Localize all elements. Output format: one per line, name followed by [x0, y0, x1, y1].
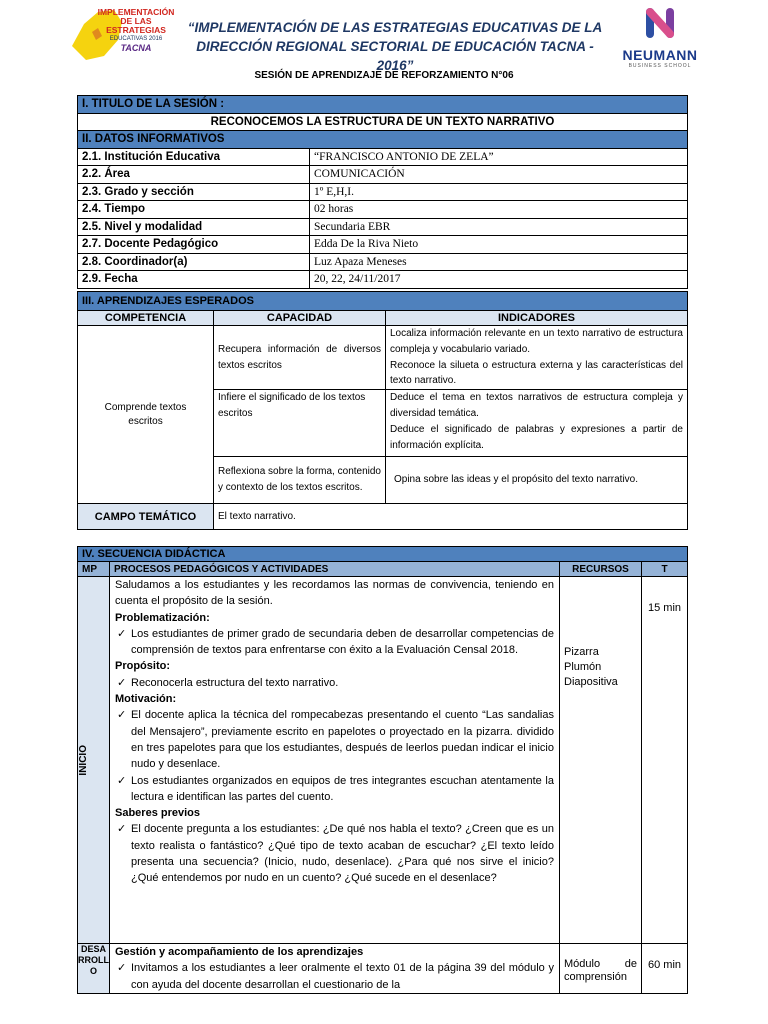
list-item: ✓ Los estudiantes de primer grado de secundaria deben de desarrollar competencias de comprensión de textos para enfrentarse con éxito a la Evaluación Censal 2018. — [115, 626, 554, 659]
section2-heading: II. DATOS INFORMATIVOS — [78, 131, 688, 149]
col-mp: MP — [78, 562, 110, 577]
desarrollo-label: DESARROLLO — [78, 944, 109, 977]
table-row — [78, 166, 688, 184]
datos-value: 02 horas — [310, 201, 688, 219]
datos-value: COMUNICACIÓN — [310, 166, 688, 184]
list-item: ✓ El docente pregunta a los estudiantes: ¿De qué nos habla el texto? ¿Creen que es un texto realista o fantástico? ¿Qué tipo de texto acaban de escuchar? ¿El texto leído presenta una secuencia? (Inicio, nudo, desenlace). ¿Para qué nos sirve el inicio? ¿Qué entendemos por nudo en un cuento? ¿Qué sucede en el desenlace? — [115, 821, 554, 886]
recurso-item: Diapositiva — [564, 676, 618, 688]
saberes-title: Saberes previos — [115, 807, 200, 820]
section3-heading: III. APRENDIZAJES ESPERADOS — [78, 292, 688, 311]
datos-label: 2.5. Nivel y modalidad — [78, 218, 310, 236]
table-row — [78, 218, 688, 236]
neumann-brand-text: NEUMANN — [622, 47, 698, 63]
left-logo — [64, 6, 174, 64]
neumann-logo — [618, 4, 702, 69]
recurso-item: Plumón — [564, 661, 602, 673]
inicio-recursos — [560, 577, 642, 944]
inicio-time: 15 min — [642, 577, 688, 944]
table-row — [78, 944, 688, 994]
indicador: Localiza información relevante en un texto narrativo de estructura compleja y vocabulario variado. — [390, 328, 683, 355]
logo-line-3: EDUCATIVAS 2016 — [109, 36, 163, 42]
col-capacidad: CAPACIDAD — [214, 311, 386, 326]
logo-line-1: IMPLEMENTACIÓN — [97, 7, 175, 17]
table-row — [78, 326, 688, 390]
indicador: Deduce el tema en textos narrativos de estructura compleja y diversidad temática. — [390, 392, 683, 419]
datos-value: Luz Apaza Meneses — [310, 253, 688, 271]
session-title: SESIÓN DE APRENDIZAJE DE REFORZAMIENTO N°06 — [254, 70, 514, 81]
table-row — [78, 271, 688, 289]
desarrollo-activities — [110, 944, 560, 994]
table-row — [78, 577, 688, 944]
session-name: RECONOCEMOS LA ESTRUCTURA DE UN TEXTO NARRATIVO — [78, 113, 688, 131]
campo-tematico-value: El texto narrativo. — [214, 504, 688, 530]
col-recursos: RECURSOS — [560, 562, 642, 577]
table-row — [78, 236, 688, 254]
datos-label: 2.9. Fecha — [78, 271, 310, 289]
desarrollo-recursos: Módulo de comprensión — [560, 944, 642, 994]
inicio-phase-cell — [78, 577, 110, 944]
datos-label: 2.4. Tiempo — [78, 201, 310, 219]
datos-label: 2.8. Coordinador(a) — [78, 253, 310, 271]
inicio-intro: Saludamos a los estudiantes y les recordamos las normas de convivencia, teniendo en cuenta el propósito de la sesión. — [115, 579, 554, 608]
section4-heading: IV. SECUENCIA DIDÁCTICA — [78, 547, 688, 562]
document-title: “IMPLEMENTACIÓN DE LAS ESTRATEGIAS EDUCATIVAS DE LA DIRECCIÓN REGIONAL SECTORIAL DE EDUCACIÓN TACNA - 2016” — [187, 20, 603, 73]
capacidad-cell: Infiere el significado de los textos escritos — [214, 390, 386, 457]
datos-value: 20, 22, 24/11/2017 — [310, 271, 688, 289]
datos-value: Secundaria EBR — [310, 218, 688, 236]
neumann-n-logo-icon — [640, 4, 680, 42]
indicador: Opina sobre las ideas y el propósito del texto narrativo. — [394, 474, 639, 486]
inicio-label: INICIO — [78, 744, 89, 776]
col-competencia: COMPETENCIA — [78, 311, 214, 326]
datos-table — [77, 95, 688, 289]
datos-value: “FRANCISCO ANTONIO DE ZELA” — [310, 148, 688, 166]
datos-label: 2.1. Institución Educativa — [78, 148, 310, 166]
capacidad-cell: Reflexiona sobre la forma, contenido y contexto de los textos escritos. — [214, 457, 386, 504]
secuencia-table — [77, 546, 688, 994]
table-row — [78, 148, 688, 166]
capacidad-cell: Recupera información de diversos textos escritos — [214, 326, 386, 390]
datos-label: 2.3. Grado y sección — [78, 183, 310, 201]
col-t: T — [642, 562, 688, 577]
inicio-activities — [110, 577, 560, 944]
campo-tematico-label: CAMPO TEMÁTICO — [78, 504, 214, 530]
list-item: ✓ Reconocerla estructura del texto narrativo. — [115, 675, 554, 691]
section1-heading: I. TITULO DE LA SESIÓN : — [78, 96, 688, 114]
motivacion-title: Motivación: — [115, 693, 177, 706]
problematizacion-title: Problematización: — [115, 611, 210, 624]
table-row — [78, 183, 688, 201]
logo-line-2: DE LAS ESTRATEGIAS — [106, 16, 166, 35]
list-item: ✓ Invitamos a los estudiantes a leer oralmente el texto 01 de la página 39 del módulo y con ayuda del docente desarrollan el cuestionario de la — [115, 960, 554, 993]
aprendizajes-table — [77, 291, 688, 530]
logo-line-4: TACNA — [120, 43, 152, 53]
table-row — [78, 201, 688, 219]
table-row — [78, 253, 688, 271]
col-procesos: PROCESOS PEDAGÓGICOS Y ACTIVIDADES — [110, 562, 560, 577]
col-indicadores: INDICADORES — [386, 311, 688, 326]
proposito-title: Propósito: — [115, 660, 170, 673]
neumann-sub-text: BUSINESS SCHOOL — [628, 63, 692, 69]
datos-value: Edda De la Riva Nieto — [310, 236, 688, 254]
indicador: Deduce el significado de palabras y expresiones a partir de información explícita. — [390, 423, 683, 451]
table-row — [78, 504, 688, 530]
datos-label: 2.7. Docente Pedagógico — [78, 236, 310, 254]
desarrollo-time: 60 min — [642, 944, 688, 994]
list-item: ✓ Los estudiantes organizados en equipos de tres integrantes escuchan atentamente la lectura e identifican las partes del cuento. — [115, 773, 554, 806]
indicador: Reconoce la silueta o estructura externa y las características del texto narrativo. — [390, 359, 683, 387]
competencia-cell: Comprende textos escritos — [78, 326, 214, 504]
datos-label: 2.2. Área — [78, 166, 310, 184]
datos-value: 1º E,H,I. — [310, 183, 688, 201]
desarrollo-title: Gestión y acompañamiento de los aprendizajes — [115, 946, 364, 958]
recurso-item: Pizarra — [564, 646, 599, 658]
list-item: ✓ El docente aplica la técnica del rompecabezas presentando el cuento “Las sandalias del Mensajero”, previamente escrito en papelotes o proyectado en la pizarra. dividido en tres papelotes para que los estudiantes, después de leerlos puedan indicar el inicio nudo y desenlace. — [115, 707, 554, 772]
desarrollo-phase-cell — [78, 944, 110, 994]
